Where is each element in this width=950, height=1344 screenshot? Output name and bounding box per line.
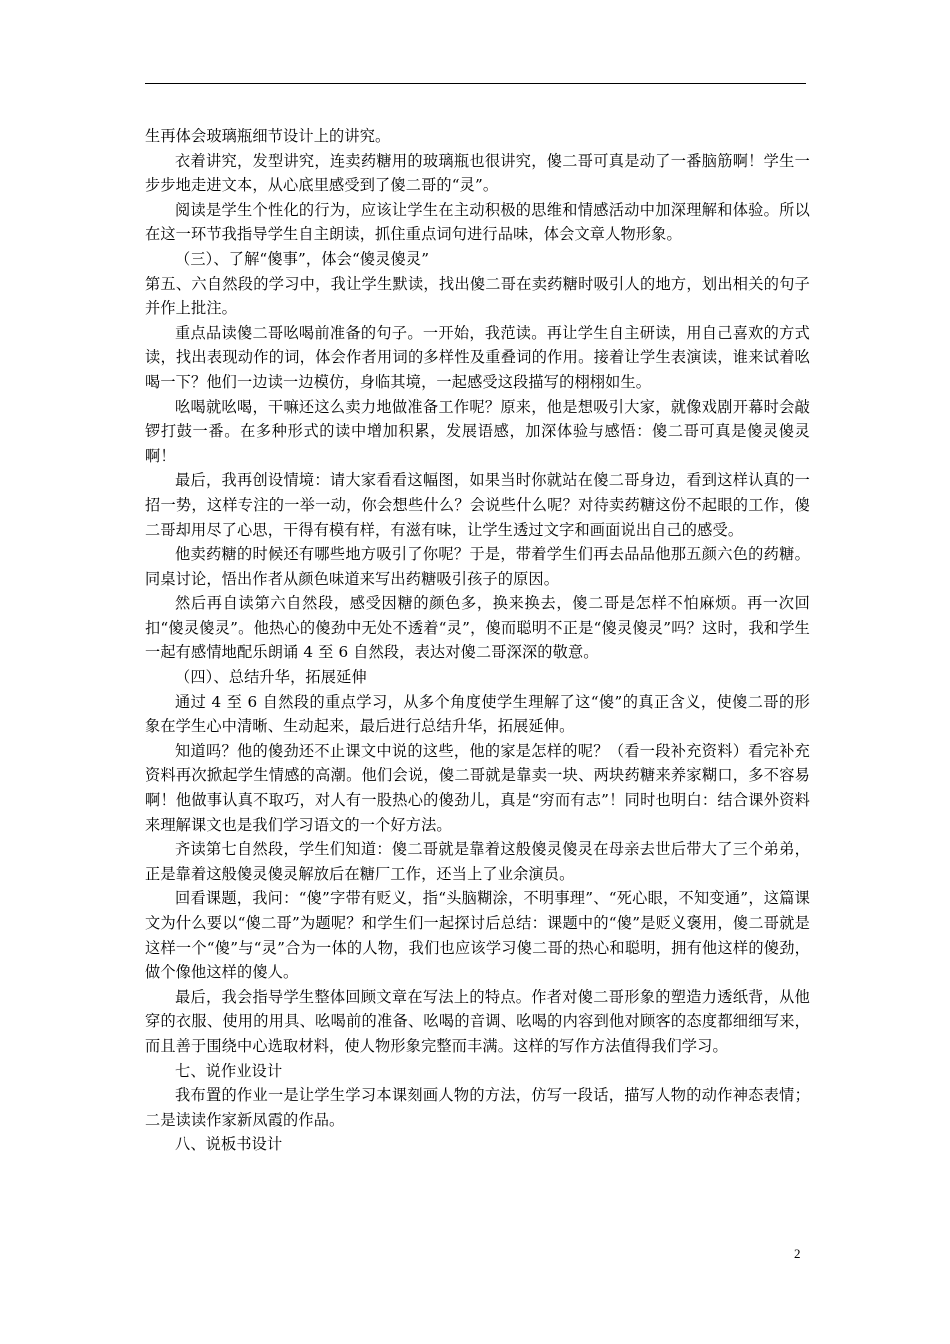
page-number: 2 bbox=[794, 1246, 801, 1261]
paragraph: 我布置的作业一是让学生学习本课刻画人物的方法，仿写一段话，描写人物的动作神态表情；二是读读作家新凤霞的作品。 bbox=[145, 1086, 810, 1129]
header-rule bbox=[145, 83, 806, 84]
paragraph: 衣着讲究，发型讲究，连卖药糖用的玻璃瓶也很讲究，傻二哥可真是动了一番脑筋啊！学生一步步地走进文本，从心底里感受到了傻二哥的“灵”。 bbox=[145, 151, 810, 195]
paragraph: 通过 4 至 6 自然段的重点学习，从多个角度使学生理解了这“傻”的真正含义，使傻二哥的形象在学生心中清晰、生动起来，最后进行总结升华，拓展延伸。 bbox=[145, 692, 810, 736]
paragraph: 知道吗？他的傻劲还不止课文中说的这些，他的家是怎样的呢？（看一段补充资料）看完补充资料再次掀起学生情感的高潮。他们会说，傻二哥就是靠卖一块、两块药糖来养家糊口，多不容易啊！他做事认真不取巧，对人有一股热心的傻劲儿，真是“穷而有志”！同时也明白：结合课外资料来理解课文也是我们学习语文的一个好方法。 bbox=[145, 741, 810, 834]
paragraph: 回看课题，我问：“傻”字带有贬义，指“头脑糊涂，不明事理”、“死心眼，不知变通”，这篇课文为什么要以“傻二哥”为题呢？和学生们一起探讨后总结：课题中的“傻”是贬义褒用，傻二哥就是这样一个“傻”与“灵”合为一体的人物，我们也应该学习傻二哥的热心和聪明，拥有他这样的傻劲，做个像他这样的傻人。 bbox=[145, 889, 810, 982]
paragraph: 然后再自读第六自然段，感受因糖的颜色多，换来换去，傻二哥是怎样不怕麻烦。再一次回扣“傻灵傻灵”。他热心的傻劲中无处不透着“灵”，傻而聪明不正是“傻灵傻灵”吗？这时，我和学生一起有感情地配乐朗诵 4 至 6 自然段，表达对傻二哥深深的敬意。 bbox=[145, 594, 810, 662]
section-heading: 八、说板书设计 bbox=[175, 1135, 283, 1154]
paragraph: 他卖药糖的时候还有哪些地方吸引了你呢？于是，带着学生们再去品品他那五颜六色的药糖。同桌讨论，悟出作者从颜色味道来写出药糖吸引孩子的原因。 bbox=[145, 545, 810, 588]
paragraph: 生再体会玻璃瓶细节设计上的讲究。 bbox=[145, 127, 391, 145]
paragraph: 第五、六自然段的学习中，我让学生默读，找出傻二哥在卖药糖时吸引人的地方，划出相关的句子并作上批注。 bbox=[145, 274, 810, 318]
paragraph: 吆喝就吆喝，干嘛还这么卖力地做准备工作呢？原来，他是想吸引大家，就像戏剧开幕时会敲锣打鼓一番。在多种形式的读中增加积累，发展语感，加深体验与感悟：傻二哥可真是傻灵傻灵啊！ bbox=[145, 397, 810, 465]
section-heading: （四）、总结升华，拓展延伸 bbox=[175, 668, 367, 687]
section-heading: （三）、了解“傻事”，体会“傻灵傻灵” bbox=[175, 249, 430, 268]
paragraph: 重点品读傻二哥吆喝前准备的句子。一开始，我范读。再让学生自主研读，用自己喜欢的方式读，找出表现动作的词，体会作者用词的多样性及重叠词的作用。接着让学生表演读，谁来试着吆喝一下？他们一边读一边模仿，身临其境，一起感受这段描写的栩栩如生。 bbox=[145, 323, 810, 391]
paragraph: 阅读是学生个性化的行为，应该让学生在主动积极的思维和情感活动中加深理解和体验。所以在这一环节我指导学生自主朗读，抓住重点词句进行品味，体会文章人物形象。 bbox=[145, 200, 810, 244]
section-heading: 七、说作业设计 bbox=[175, 1061, 283, 1080]
paragraph: 最后，我再创设情境：请大家看看这幅图，如果当时你就站在傻二哥身边，看到这样认真的一招一势，这样专注的一举一动，你会想些什么？会说些什么呢？对待卖药糖这份不起眼的工作，傻二哥却用尽了心思，干得有模有样，有滋有味，让学生透过文字和画面说出自己的感受。 bbox=[145, 471, 810, 539]
document-body bbox=[145, 124, 810, 1157]
paragraph: 齐读第七自然段，学生们知道：傻二哥就是靠着这般傻灵傻灵在母亲去世后带大了三个弟弟，正是靠着这般傻灵傻灵解放后在糖厂工作，还当上了业余演员。 bbox=[145, 840, 810, 883]
paragraph: 最后，我会指导学生整体回顾文章在写法上的特点。作者对傻二哥形象的塑造力透纸背，从他穿的衣服、使用的用具、吆喝前的准备、吆喝的音调、吆喝的内容到他对顾客的态度都细细写来，而且善于围绕中心选取材料，使人物形象完整而丰满。这样的写作方法值得我们学习。 bbox=[145, 987, 810, 1055]
